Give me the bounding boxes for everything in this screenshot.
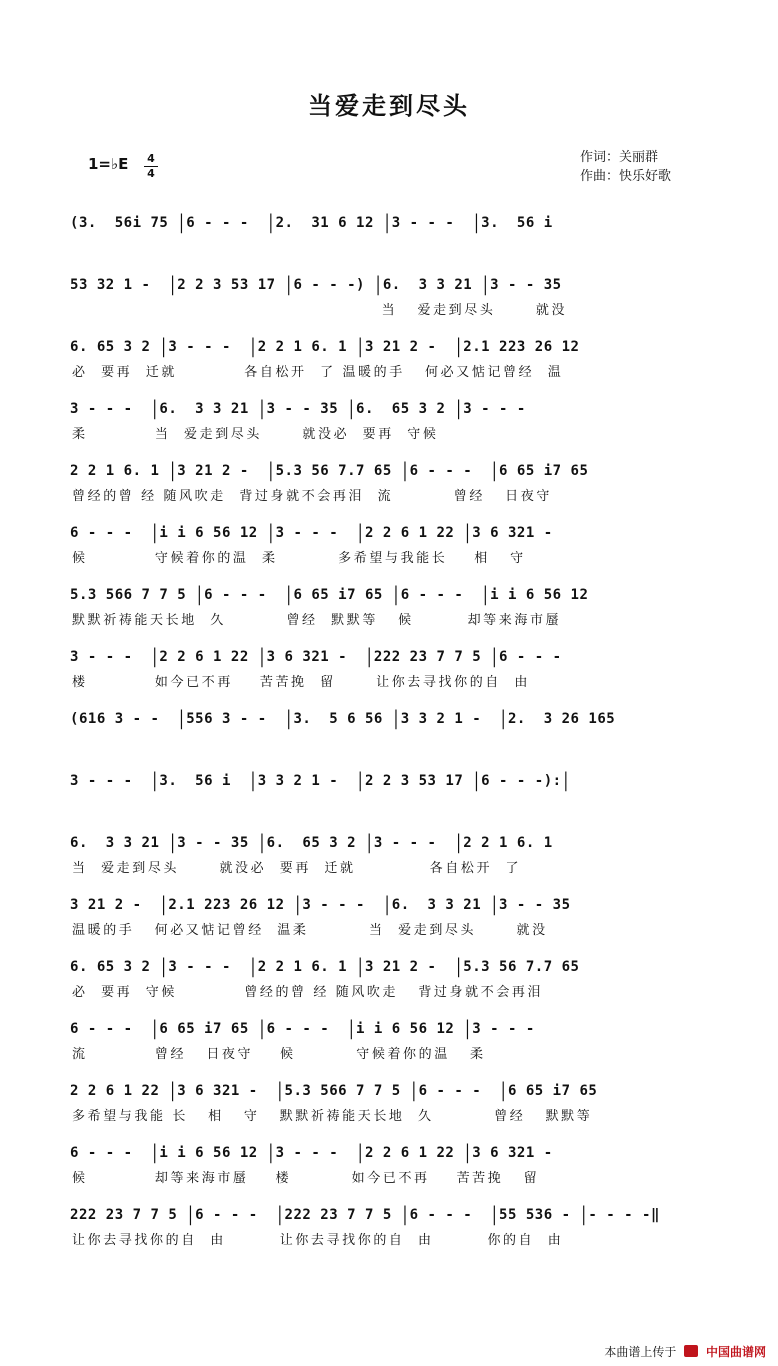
- lyric-line: 流 曾经 日夜守 候 守候着你的温 柔: [72, 1047, 486, 1062]
- notation-line: 3 - - - |6. 3 3 21 |3 - - 35 |6. 65 3 2 |3 - - -: [70, 397, 526, 421]
- notation-line: 6 - - - |6 65 i7 65 |6 - - - |i i 6 56 12 |3 - - -: [70, 1017, 535, 1041]
- lyric-line: 候 守候着你的温 柔 多希望与我能长 相 守: [72, 551, 526, 566]
- notation-line: 6. 3 3 21 |3 - - 35 |6. 65 3 2 |3 - - - |2 2 1 6. 1: [70, 831, 553, 855]
- lyric-line: 当 爱走到尽头 就没必 要再 迁就 各自松开 了: [72, 861, 522, 876]
- footer-text: 本曲谱上传于: [604, 1345, 677, 1359]
- score-line: [70, 882, 710, 944]
- notation-line: 53 32 1 - |2 2 3 53 17 |6 - - -) |6. 3 3 21 |3 - - 35: [70, 273, 562, 297]
- notation-line: 6 - - - |i i 6 56 12 |3 - - - |2 2 6 1 22 |3 6 321 -: [70, 521, 553, 545]
- lyric-line: 必 要再 守候 曾经的曾 经 随风吹走 背过身就不会再泪: [72, 985, 544, 1000]
- score-line: [70, 634, 710, 696]
- score-line: [70, 1130, 710, 1192]
- lyric-line: 温暖的手 何必又惦记曾经 温柔 当 爱走到尽头 就没: [72, 923, 548, 938]
- song-title: 当爱走到尽头: [308, 92, 470, 120]
- time-signature-top: 4: [147, 152, 155, 165]
- score-line: [70, 1006, 710, 1068]
- score-line: [70, 386, 710, 448]
- lyric-line: 默默祈祷能天长地 久 曾经 默默等 候 却等来海市蜃: [72, 613, 562, 628]
- notation-line: 2 2 1 6. 1 |3 21 2 - |5.3 56 7.7 65 |6 - - - |6 65 i7 65: [70, 459, 589, 483]
- notation-line: 3 21 2 - |2.1 223 26 12 |3 - - - |6. 3 3 21 |3 - - 35: [70, 893, 571, 917]
- score-line: [70, 1192, 710, 1254]
- notation-line: 6. 65 3 2 |3 - - - |2 2 1 6. 1 |3 21 2 - |2.1 223 26 12: [70, 335, 580, 359]
- site-logo-icon: [684, 1345, 698, 1357]
- score-line: [70, 262, 710, 324]
- score-line: [70, 572, 710, 634]
- score-line: [70, 200, 710, 262]
- lyric-line: 柔 当 爱走到尽头 就没必 要再 守候: [72, 427, 439, 442]
- notation-line: 6. 65 3 2 |3 - - - |2 2 1 6. 1 |3 21 2 - |5.3 56 7.7 65: [70, 955, 580, 979]
- score: [70, 200, 710, 1254]
- notation-line: 3 - - - |2 2 6 1 22 |3 6 321 - |222 23 7 7 5 |6 - - -: [70, 645, 562, 669]
- notation-line: (3. 56i 75 |6 - - - |2. 31 6 12 |3 - - - |3. 56 i: [70, 211, 553, 235]
- lyric-line: 让你去寻找你的自 由 让你去寻找你的自 由 你的自 由: [72, 1233, 564, 1248]
- score-line: [70, 510, 710, 572]
- notation-line: (616 3 - - |556 3 - - |3. 5 6 56 |3 3 2 1 - |2. 3 26 165: [70, 707, 616, 731]
- time-signature-bottom: 4: [147, 167, 155, 180]
- notation-line: 6 - - - |i i 6 56 12 |3 - - - |2 2 6 1 22 |3 6 321 -: [70, 1141, 553, 1165]
- lyricist-credit: 作词：关丽群: [580, 150, 659, 165]
- score-line: [70, 324, 710, 386]
- score-line: [70, 944, 710, 1006]
- notation-line: 222 23 7 7 5 |6 - - - |222 23 7 7 5 |6 - - - |55 536 - |- - - -‖: [70, 1203, 660, 1227]
- score-line: [70, 1068, 710, 1130]
- time-signature: [144, 153, 158, 180]
- key-signature: 1=♭E: [88, 155, 129, 173]
- site-brand: 中国曲谱网: [705, 1345, 766, 1359]
- notation-line: 3 - - - |3. 56 i |3 3 2 1 - |2 2 3 53 17 |6 - - -):|: [70, 769, 571, 793]
- score-line: [70, 820, 710, 882]
- lyric-line: 必 要再 迁就 各自松开 了 温暖的手 何必又惦记曾经 温: [72, 365, 564, 380]
- score-line: [70, 696, 710, 758]
- score-line: [70, 758, 710, 820]
- lyric-line: 多希望与我能 长 相 守 默默祈祷能天长地 久 曾经 默默等: [72, 1109, 593, 1124]
- footer: [604, 1343, 766, 1360]
- lyric-line: 楼 如今已不再 苦苦挽 留 让你去寻找你的自 由: [72, 675, 530, 690]
- composer-credit: 作曲：快乐好歌: [580, 169, 672, 184]
- score-line: [70, 448, 710, 510]
- lyric-line: 当 爱走到尽头 就没: [72, 303, 568, 318]
- credits: [580, 148, 671, 186]
- notation-line: 5.3 566 7 7 5 |6 - - - |6 65 i7 65 |6 - - - |i i 6 56 12: [70, 583, 589, 607]
- notation-line: 2 2 6 1 22 |3 6 321 - |5.3 566 7 7 5 |6 - - - |6 65 i7 65: [70, 1079, 598, 1103]
- lyric-line: 候 却等来海市蜃 楼 如今已不再 苦苦挽 留: [72, 1171, 540, 1186]
- lyric-line: 曾经的曾 经 随风吹走 背过身就不会再泪 流 曾经 日夜守: [72, 489, 552, 504]
